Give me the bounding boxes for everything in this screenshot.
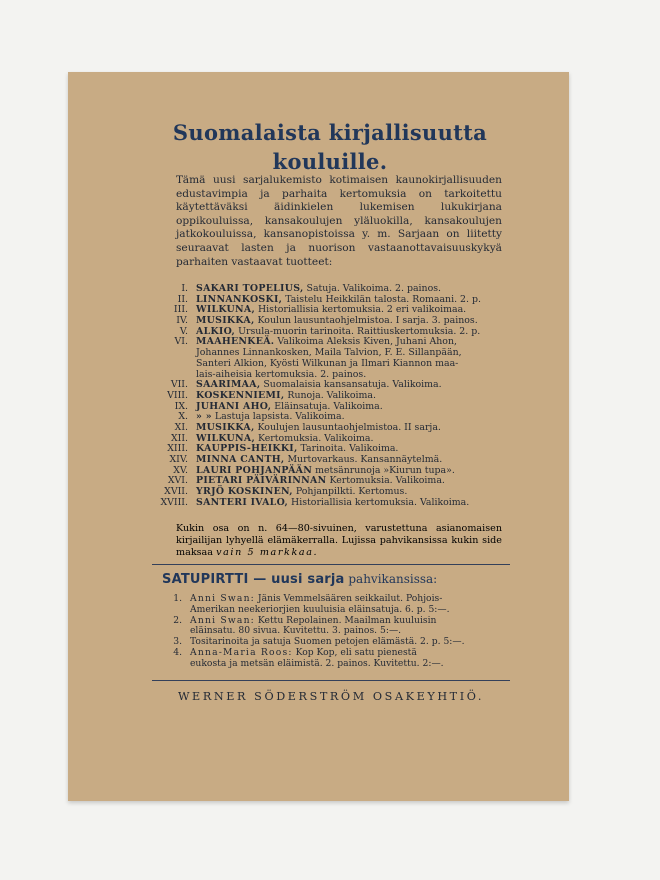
book-author: LINNANKOSKI, xyxy=(196,293,283,305)
divider-bottom xyxy=(152,680,510,681)
book-number: XVII. xyxy=(164,486,188,498)
book-author: LAURI POHJANPÄÄN xyxy=(196,464,313,476)
book-title: Historiallisia kertomuksia. Valikoima. xyxy=(291,496,470,508)
book-author: MUSIKKA, xyxy=(196,421,255,433)
satupirtti-author: Anna-Maria Roos: xyxy=(190,646,293,658)
book-title: Satuja. Valikoima. 2. painos. xyxy=(306,283,442,294)
book-title: Eläinsatuja. Valikoima. xyxy=(274,400,383,412)
book-number: XII. xyxy=(170,432,188,444)
satupirtti-heading-suffix: pahvikansissa: xyxy=(348,572,438,586)
title-line-1: Suomalaista kirjallisuutta xyxy=(172,120,488,145)
book-author: » » xyxy=(196,411,212,423)
satupirtti-author: Anni Swan: xyxy=(190,614,255,626)
book-author: YRJÖ KOSKINEN, xyxy=(196,486,293,498)
satupirtti-number: 3. xyxy=(173,636,182,648)
book-title: Kertomuksia. Valikoima. xyxy=(329,475,445,487)
book-author: MAAHENKEÄ. xyxy=(196,336,275,348)
book-list xyxy=(150,284,510,508)
divider-top xyxy=(152,564,510,565)
book-author: WILKUNA, xyxy=(196,304,256,316)
price-note-price: vain 5 markkaa. xyxy=(216,547,319,559)
book-author: MINNA CANTH, xyxy=(196,454,285,465)
book-number: XV. xyxy=(173,464,188,476)
book-number: XIV. xyxy=(169,454,188,465)
satupirtti-title: Kop Kop, eli satu pienestä xyxy=(295,646,417,658)
satupirtti-number: 4. xyxy=(173,646,182,658)
satupirtti-number: 1. xyxy=(173,593,182,604)
book-title: Kertomuksia. Valikoima. xyxy=(258,432,374,444)
book-number: XVIII. xyxy=(160,496,188,508)
book-author: MUSIKKA, xyxy=(196,315,255,327)
satupirtti-item xyxy=(168,594,504,605)
satupirtti-heading xyxy=(162,572,437,587)
book-author: KOSKENNIEMI, xyxy=(196,389,285,401)
satupirtti-item-continuation: eläinsatu. 80 sivua. Kuvitettu. 3. painos. 5:—. xyxy=(190,625,402,637)
book-number: IV. xyxy=(176,315,188,327)
book-title: Lastuja lapsista. Valikoima. xyxy=(214,411,345,423)
book-title: Pohjanpilkti. Kertomus. xyxy=(295,486,408,498)
book-number: III. xyxy=(173,304,188,316)
book-title: Taistelu Heikkilän talosta. Romaani. 2. p. xyxy=(285,293,481,305)
book-title: Valikoima Aleksis Kiven, Juhani Ahon, xyxy=(277,336,457,348)
book-author: ALKIO, xyxy=(196,325,236,337)
price-note xyxy=(176,523,502,560)
book-title: Tarinoita. Valikoima. xyxy=(300,443,399,455)
satupirtti-title: Tositarinoita ja satuja Suomen petojen elämästä. 2. p. 5:—. xyxy=(190,636,465,648)
satupirtti-item xyxy=(168,648,504,659)
book-title: metsänrunoja »Kiurun tupa». xyxy=(315,464,455,476)
book-author: KAUPPIS-HEIKKI, xyxy=(196,443,298,455)
satupirtti-author: Anni Swan: xyxy=(190,593,255,604)
satupirtti-item xyxy=(168,616,504,627)
book-title: Runoja. Valikoima. xyxy=(287,389,376,401)
satupirtti-title: Jänis Vemmelsäären seikkailut. Pohjois- xyxy=(257,593,443,604)
book-title: Historiallisia kertomuksia. 2 eri valikoimaa. xyxy=(258,304,467,316)
intro-paragraph: Tämä uusi sarjalukemisto kotimaisen kaunokirjallisuuden edustavimpia ja parhaita kertomuksia on tarkoitettu käytettäväksi äidinkielen lukemisen lukukirjana oppikouluissa, kansakoulujen yläluokilla, kansakoulujen jatkokouluissa, kansanopistoissa y. m. Sarjaan on liitetty seuraavat lasten ja nuorison vastaanottavaisuuskykyä parhaiten vastaavat tuotteet: xyxy=(176,174,502,268)
title-line-2: kouluille. xyxy=(272,149,388,174)
satupirtti-list xyxy=(168,594,504,670)
book-number: VIII. xyxy=(167,389,188,401)
book-author: SANTERI IVALO, xyxy=(196,496,289,508)
book-number: V. xyxy=(179,325,188,337)
satupirtti-item-continuation: Amerikan neekeriorjien kuuluisia eläinsatuja. 6. p. 5:—. xyxy=(190,603,450,615)
book-number: IX. xyxy=(174,400,188,412)
book-author: SAKARI TOPELIUS, xyxy=(196,283,304,294)
satupirtti-item-continuation: eukosta ja metsän eläimistä. 2. painos. Kuvitettu. 2:—. xyxy=(190,657,444,669)
book-title: Koulujen lausuntaohjelmistoa. II sarja. xyxy=(257,421,441,433)
book-author: SAARIMAA, xyxy=(196,379,261,391)
book-title: Koulun lausuntaohjelmistoa. I sarja. 3. painos. xyxy=(257,315,478,327)
book-number: VI. xyxy=(174,336,188,348)
book-list-item xyxy=(150,498,510,509)
book-number: I. xyxy=(181,283,188,294)
book-list-item-continuation: lais-aiheisia kertomuksia. 2. painos. xyxy=(196,368,367,380)
publisher-name: WERNER SÖDERSTRÖM OSAKEYHTIÖ. xyxy=(177,690,485,703)
satupirtti-number: 2. xyxy=(173,614,182,626)
book-number: X. xyxy=(178,411,188,423)
book-author: WILKUNA, xyxy=(196,432,256,444)
book-list-item-continuation: Santeri Alkion, Kyösti Wilkunan ja Ilmari Kiannon maa- xyxy=(196,357,459,369)
book-number: VII. xyxy=(170,379,188,391)
book-number: XVI. xyxy=(167,475,188,487)
book-author: PIETARI PÄIVÄRINNAN xyxy=(196,475,327,487)
satupirtti-heading-main: SATUPIRTTI — uusi sarja xyxy=(162,572,345,587)
book-title: Suomalaisia kansansatuja. Valikoima. xyxy=(263,379,442,391)
satupirtti-title: Kettu Repolainen. Maailman kuuluisin xyxy=(257,614,437,626)
book-number: XI. xyxy=(174,421,188,433)
book-title: Murtovarkaus. Kansannäytelmä. xyxy=(287,454,443,465)
book-number: XIII. xyxy=(167,443,188,455)
page-title xyxy=(70,118,590,176)
book-list-item-continuation: Johannes Linnankosken, Maila Talvion, F. E. Sillanpään, xyxy=(196,347,462,359)
book-number: II. xyxy=(177,293,188,305)
book-author: JUHANI AHO, xyxy=(196,400,272,412)
book-title: Ursula-muorin tarinoita. Raittiuskertomuksia. 2. p. xyxy=(238,325,481,337)
price-note-text: Kukin osa on n. 64—80-sivuinen, varustettuna asianomaisen kirjailijan lyhyellä elämäkerralla. Lujissa pahvikansissa kukin side maksaa xyxy=(176,523,502,559)
